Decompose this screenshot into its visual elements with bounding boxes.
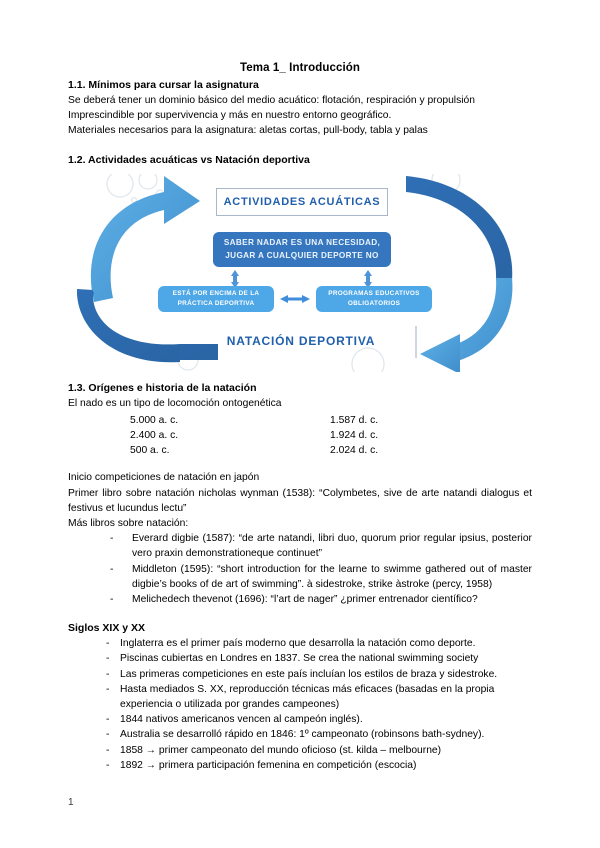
date-cell-left: 500 a. c. — [130, 445, 170, 457]
date-cell-left: 5.000 a. c. — [130, 414, 179, 426]
siglos-list — [68, 636, 532, 773]
diagram-box-saber-nadar-line-1: SABER NADAR ES UNA NECESIDAD, — [223, 238, 381, 248]
right-arc-top-icon — [406, 176, 512, 280]
section-1-1-line-2: Imprescindible por supervivencia y más en nuestro entorno geográfico. — [68, 110, 392, 122]
dash-marker-icon: - — [106, 683, 110, 695]
dash-marker-icon: - — [106, 744, 110, 756]
dash-marker-icon: - — [106, 729, 110, 741]
section-1-3-line-4: Más libros sobre natación: — [68, 518, 189, 530]
left-up-arrow-icon — [91, 176, 200, 302]
list-item-label: 1892 → primera participación femenina en competición (escocia) — [120, 759, 417, 771]
right-arrow-head-icon — [420, 334, 460, 372]
dash-marker-icon: - — [106, 653, 110, 665]
list-item — [106, 682, 532, 712]
dash-marker-icon: - — [106, 668, 110, 680]
list-item — [106, 667, 532, 682]
list-item — [106, 636, 532, 651]
page-title: Tema 1_ Introducción — [239, 62, 360, 74]
section-1-3-line-3: Primer libro sobre natación nicholas wynman (1538): “Colymbetes, sive de arte natandi dialogus et festivus et lucundus lectu” — [68, 487, 532, 514]
diagram-box-programas-educativos-line-1: PROGRAMAS EDUCATIVOS — [328, 290, 420, 298]
date-cell-left: 2.400 a. c. — [130, 430, 179, 442]
list-item-label: Melichedech thevenot (1696): “l’art de nager” ¿primer entrenador científico? — [132, 594, 478, 606]
vertical-double-arrows-icon — [231, 270, 372, 288]
date-cell-right: 1.587 d. c. — [330, 414, 379, 426]
horizontal-double-arrow-icon — [280, 295, 310, 303]
diagram-box-programas-educativos-line-2: OBLIGATORIOS — [347, 299, 401, 307]
dash-marker-icon: - — [106, 638, 110, 650]
section-heading-1-1: 1.1. Mínimos para cursar la asignatura — [68, 79, 259, 91]
list-item — [110, 562, 532, 592]
diagram-box-natacion-deportiva: NATACIÓN DEPORTIVA — [226, 333, 376, 348]
table-row — [68, 413, 532, 428]
list-item — [106, 758, 532, 773]
section-heading-1-3: 1.3. Orígenes e historia de la natación — [68, 381, 257, 394]
document-content — [68, 62, 532, 773]
section-heading-1-2: 1.2. Actividades acuáticas vs Natación deportiva — [68, 153, 310, 166]
list-item-label: 1858 → primer campeonato del mundo oficioso (st. kilda – melbourne) — [120, 744, 442, 756]
list-item-label: Middleton (1595): “short introduction for the learne to swimme gathered out of master digbie’s books of de art of swimming”. à sidestroke, strike àstroke (percy, 1958) — [132, 563, 532, 590]
dash-marker-icon: - — [106, 759, 110, 771]
dash-marker-icon: - — [110, 533, 114, 545]
section-1-3-line-1: El nado es un tipo de locomoción ontogenética — [68, 397, 282, 409]
diagram-box-programas-educativos — [316, 286, 432, 312]
list-item — [110, 592, 532, 607]
date-cell-right: 2.024 d. c. — [330, 445, 379, 457]
list-item-label: Inglaterra es el primer país moderno que desarrolla la natación como deporte. — [120, 638, 476, 650]
dash-marker-icon: - — [110, 594, 114, 606]
books-list — [68, 531, 532, 607]
dates-table — [68, 413, 532, 459]
dash-marker-icon: - — [110, 563, 114, 575]
list-item — [106, 712, 532, 727]
diagram-box-saber-nadar — [213, 232, 391, 267]
list-item-label: Australia se desarrolló rápido en 1846: 1º campeonato (robinsons bath-sydney). — [120, 729, 485, 741]
section-heading-siglos: Siglos XIX y XX — [68, 622, 146, 635]
section-1-3-line-2: Inicio competiciones de natación en japón — [68, 472, 260, 484]
list-item — [110, 531, 532, 561]
list-item-label: Piscinas cubiertas en Londres en 1837. Se crea the national swimming society — [120, 653, 479, 665]
list-item-label: Everard digbie (1587): “de arte natandi, libri duo, quorum prior regular ipsius, posterior vero praxin demonstrationeque continuet” — [132, 533, 532, 560]
section-1-1-line-3: Materiales necesarios para la asignatura: aletas cortas, pull-body, tabla y palas — [68, 125, 428, 137]
section-1-1-line-1: Se deberá tener un dominio básico del medio acuático: flotación, respiración y propulsión — [68, 95, 475, 106]
list-item-label: Las primeras competiciones en este país incluían los estilos de braza y sidestroke. — [120, 668, 498, 680]
list-item — [106, 743, 532, 758]
diagram-box-actividades-acuaticas: ACTIVIDADES ACUÁTICAS — [216, 188, 388, 216]
diagram-box-saber-nadar-line-2: JUGAR A CUALQUIER DEPORTE NO — [225, 251, 379, 261]
list-item-label: 1844 nativos americanos vencen al campeón inglés). — [120, 714, 363, 726]
list-item-label: Hasta mediados S. XX, reproducción técnicas más eficaces (basadas en la propia experiencia o utilizada por grandes campeones) — [120, 683, 495, 711]
list-item — [106, 651, 532, 666]
aquatic-activities-diagram — [68, 174, 532, 372]
date-cell-right: 1.924 d. c. — [330, 430, 379, 442]
dash-marker-icon: - — [106, 714, 110, 726]
list-item — [106, 727, 532, 742]
diagram-box-esta-por-encima — [158, 286, 274, 312]
page-number: 1 — [68, 797, 74, 808]
diagram-box-esta-por-encima-line-2: PRÁCTICA DEPORTIVA — [177, 299, 255, 307]
table-row — [68, 428, 532, 443]
diagram-box-esta-por-encima-line-1: ESTÁ POR ENCIMA DE LA — [172, 290, 260, 298]
table-row — [68, 443, 532, 458]
